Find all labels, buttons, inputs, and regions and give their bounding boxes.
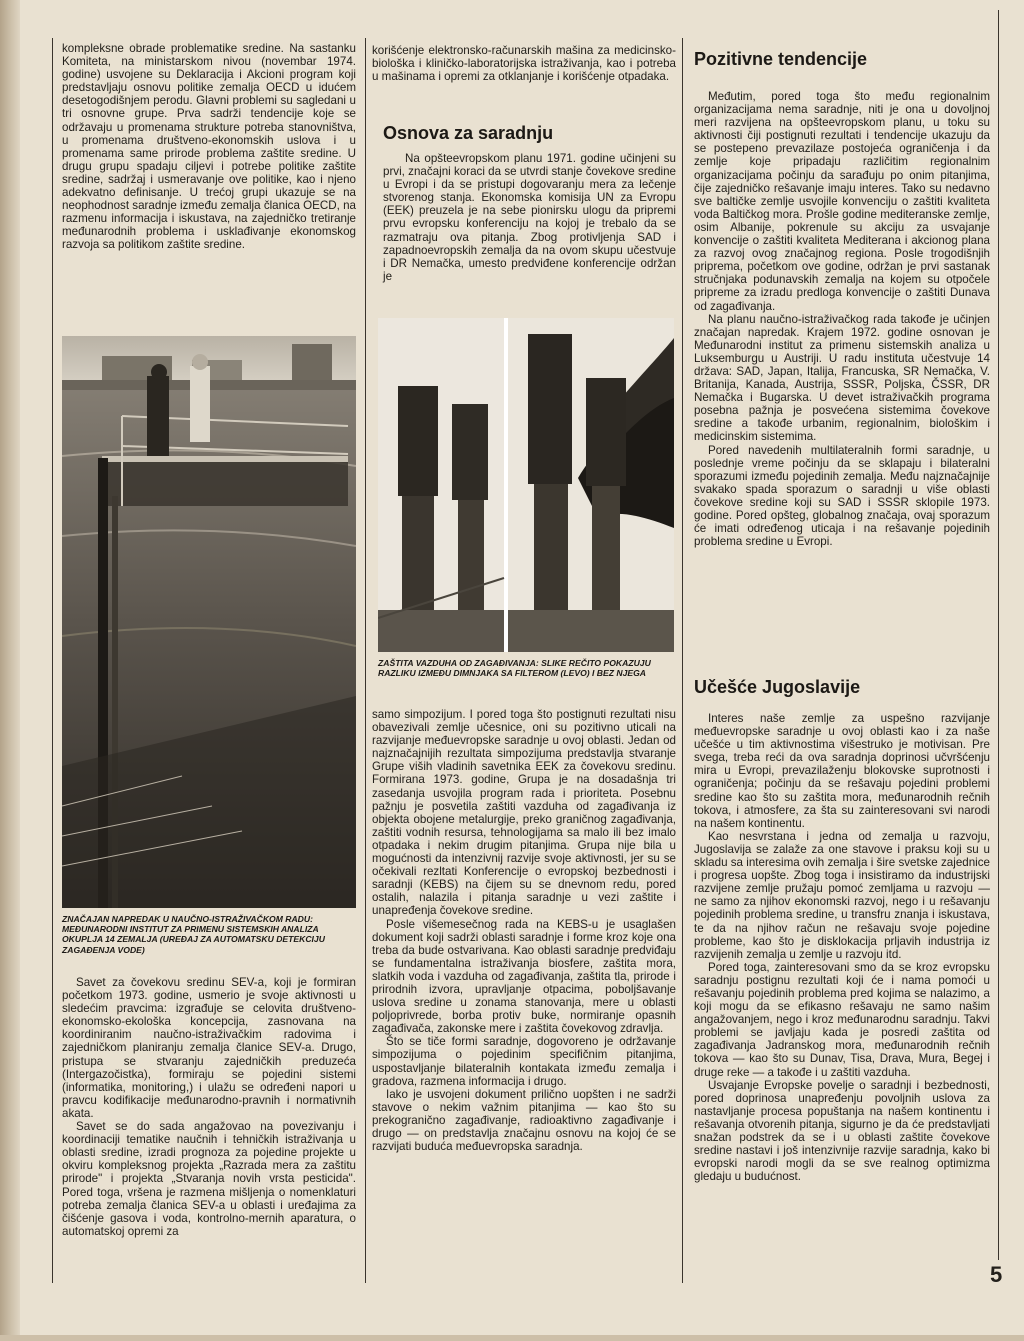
column-2-top xyxy=(372,44,676,83)
page-fold-shadow xyxy=(0,0,20,1341)
paragraph-ucesce-2: Kao nesvrstana i jedna od zemalja u razvoju, Jugoslavija se zalaže za one stavove i praksu koji su u skladu sa interesima ovih zemalja i šire svetske zajednice i progresa uopšte. Zbog toga i insistiramo da industrijski razvijene zemlje pružaju pomoć zemljama u razvoju — ne samo za njihov ekonomski razvoj, nego i u rešavanju pojedinih problema sredine, u transfru znanja i iskustava, te da na njihov račun ne rešavaju svoje pojedine probleme, kao što je disklokacija prljavih industrija iz razvijenih zemalja u zemlje u razvoju itd. xyxy=(694,829,990,961)
paragraph-ucesce-4: Usvajanje Evropske povelje o saradnji i bezbednosti, pored doprinosa unapređenju povoljnih uslova za nastavljanje procesa popuštanja na našem kontinentu i rešavanja otvorenih pitanja, sigurno je da će predstavljati snažan podstrek da se i u oblasti zaštite čovekove sredine nastavi i još intenzivnije razvije saradnja, kako bi evropski narodi mogli da se sve realnog optimizma gledaju u budućnost. xyxy=(694,1078,990,1184)
paragraph-pozitivne-2: Na planu naučno-istraživačkog rada takođe je učinjen značajan napredak. Krajem 1972. godine osnovan je Međunarodni institut za primenu sistemskih analiza u Luksemburgu u Austriji. U radu instituta učestvuje 14 država: SAD, Japan, Italija, Francuska, SR Nemačka, V. Britanija, Kanada, Austrija, SSSR, Poljska, ČSSR, DR Nemačka i Bugarska. U devet istraživačkih programa posebna pažnja je posvećena sistemima čovekove sredine a takođe urbanim, regionalnim, biološkim i medicinskim sistemima. xyxy=(694,312,990,444)
paragraph-simpozijum: samo simpozijum. I pored toga što postignuti rezultati nisu obavezivali zemlje učesnice, oni su pozitivno uticali na razvijanje međuevropske saradnje u ovoj oblasti. Jedan od najznačajnijih rezultata simpozijuma predstavlja stvaranje Grupe viših vladinih savetnika EEK za čovekovu sredinu. Formirana 1973. godine, Grupa je na dosadašnja tri zasedanja usvojila program rada i prioriteta. Posebnu pažnju je posvetila zaštiti vazduha od zagađivanja iz objekta obojene metalurgije, preko graničnog zagađivanja, zaštiti vodnih resursa, tehnologijama sa malo ili bez imalo otpadaka i nekim drugim pitanjima. Grupa nije bila u mogućnosti da intenzivnij razvije svoje aktivnosti, jer su se očekivali rezltati Konferencije o evropskoj bezbednosti i saradnji (KEBS) na čijem su se dnevnom redu, pored ostalih, nalazila i pitanja saradnje u vezi zaštite i unapređenja čovekove sredine. xyxy=(372,708,676,918)
column-rule-left xyxy=(52,38,53,1283)
column-1-top xyxy=(62,42,356,252)
page-number: 5 xyxy=(990,1262,1003,1287)
heading-osnova-za-saradnju: Osnova za saradnju xyxy=(383,123,554,143)
paragraph-dokument: Iako je usvojeni dokument prilično uopšten i ne sadrži stavove o nekim važnim pitanjima — kao što su prekogranično zagađivanje, radioaktivno zagađivanje i drugo — on predstavlja značajnu osnovu na kojoj će se razvijati buduća međuevropska saradnja. xyxy=(372,1087,676,1154)
heading-ucesce-jugoslavije: Učešće Jugoslavije xyxy=(694,677,861,697)
photo-chimneys xyxy=(378,318,674,652)
paragraph-ucesce-1: Interes naše zemlje za uspešno razvijanje međuevropske saradnje u ovoj oblasti kao i za naše učešće u tim aktivnostima višestruko je motivisan. Pre svega, treba reći da ova saradnja doprinosi učvršćenju mira u Evropi, prevazilaženju blokovske suprotnosti i ograničenja; počinju da se rešavaju pojedini problemi sredine kao što su zaštita mora, međunarodnih rečnih tokova, i atmosfere, za šta su zainteresovani svi narodi na našem kontinentu. xyxy=(694,712,990,830)
article-text-col2-top: korišćenje elektronsko-računarskih mašina za medicinsko-biološka i kliničko-laboratorijska istraživanja, kao i potreba u mašinama i opremi za otklanjanje i korišćenje otpadaka. xyxy=(372,44,676,84)
paragraph-kebs: Posle višemesečnog rada na KEBS-u je usaglašen dokument koji sadrži oblasti saradnje i forme kroz koje ona treba da bude ostvarivana. Kao oblasti saradnje predviđaju se fundamentalna istraživanja biosfere, zaštita mora, slatkih voda i vazduha od zagađivanja, zaštita tla, prirode i prirodnih izvora, upravljanje otpacima, poboljšavanje uslova sredine u zonama stanovanja, mere u oblasti poljoprivrede, borba protiv buke, normiranje opasnih zagađivača, zakonske mere i zaštita čovekovog zdravlja. xyxy=(372,917,676,1036)
section-osnova xyxy=(383,122,676,283)
column-rule-outer xyxy=(998,10,999,1260)
photo-1-caption: ZNAČAJAN NAPREDAK U NAUČNO-ISTRAŽIVAČKOM RADU: MEĐUNARODNI INSTITUT ZA PRIMENU SISTEMSKIH ANALIZA OKUPLJA 14 ZEMALJA (UREĐAJ ZA AUTOMATSKU DETEKCIJU ZAGAĐENJA VODE) xyxy=(62,914,325,955)
paragraph-sev-2: Savet se do sada angažovao na povezivanju i koordinaciji tematike naučnih i tehničkih istraživanja u oblasti sredine, izradi prognoza za pojedine projekte u okviru kompleksnog projekta „Razrada mera za zaštitu prirode" i projekta „Stvaranja novih vrsta pesticida". Pored toga, vršena je razmena mišljenja o nomenklaturi potreba zemalja članica SEV-a u oblasti i uređajima za čišćenje gasova i voda, kontrolno-mernih aparatura, o automatskoj opremi za xyxy=(62,1120,356,1238)
section-pozitivne xyxy=(694,48,990,548)
section-ucesce xyxy=(694,676,990,1183)
column-2-bottom xyxy=(372,708,676,1153)
page-bottom-edge xyxy=(0,1335,1024,1341)
paragraph-pozitivne-3: Pored navedenih multilateralnih formi saradnje, u poslednje vreme počinju da se sklapaju i bilateralni sporazumi između pojedinih zemalja. Među najznačajnije svakako spada sporazum o saradnji u više oblasti čovekove sredine koji su SAD i SSSR sklopile 1973. godine. Pored opšteg, globalnog značaja, ovaj sporazum će imati određenog uticaja i na rešavanje pojedinih problema sredine u Evropi. xyxy=(694,443,990,549)
paragraph-pozitivne-1: Međutim, pored toga što među regionalnim organizacijama nema saradnje, niti je ona u dovoljnoj meri razvijena na opšteevropskom planu, u toku su aktivnosti čiji postignuti rezultati i tendencije ukazuju da se postepeno prevazilaze postojeća ograničenja i da zemlje koje pripadaju različitim regionalnim organizacijama počinju da sarađuju po onim pitanjima, čije zajedničko rešavanje imaju interes. Tako su nedavno sve baltičke zemlje usvojile konvenciju o zaštiti kvaliteta voda Baltičkog mora. Prošle godine mediteranske zemlje, osim Albanije, pokrenule su akciju za usvajanje konvencije o zaštiti kvaliteta Mediterana i akcionog plana za razvoj ovog značajnog regiona. Posle trogodišnjih priprema, početkom ove godine, održan je prvi sastanak stručnjaka podunavskih zemalja na kojem su otpočele pripreme za izradu predloga konvencije o zaštiti Dunava od zagađivanja. xyxy=(694,90,990,313)
paragraph-forme-saradnje: Što se tiče formi saradnje, dogovoreno je održavanje simpozijuma o pojedinim specifičnim pitanjima, uspostavljanje bilateralnih kontakata između zemalja i gradova, razmena informacija i drugo. xyxy=(372,1035,676,1088)
paragraph-sev-1: Savet za čovekovu sredinu SEV-a, koji je formiran početkom 1973. godine, usmerio je svoje aktivnosti u sledećim pravcima: izgrađuje se celovita društveno-ekonomsko-ekološka koncepcija, zasnovana na koordiniranim naučno-istraživačkim radovima i zajedničkom planiranju zemalja članice SEV-a. Drugo, pristupa se stvaranju zajedničkih preduzeća (Intergazočistka), formiraju se pojedini sistemi (informatika, monitoring,) i ulažu se određeni napori u pravcu kodifikacije međunarodno-pravnih i normativnih akata. xyxy=(62,976,356,1120)
photo-1-caption-block xyxy=(62,914,356,955)
column-1-bottom xyxy=(62,976,356,1238)
article-text-col1-top: kompleksne obrade problematike sredine. Na sastanku Komiteta, na ministarskom nivou (novembar 1974. godine) usvojene su Deklaracija i Akcioni program koji predstavljaju osnovu politike zemalja OECD u idućem desetogodišnjem perodu. Glavni problemi su sagledani u tri osnovne grupe. Prva sadrži tendencije koje se održavaju u promenama strukture potreba stanovništva, u promenama društveno-ekonomskih uslova i u promenama same prirode problema zaštite sredine. U drugu grupu spadaju ciljevi i potrebe politike zaštite sredine, sadržaj i usmeravanje ove politike, kao i njeno adekvatno definisanje. U trećoj grupi ukazuje se na neophodnost saradnje između zemalja članica OECD, na razmenu informacija i iskustava, na zajedničko tretiranje međunarodnih problema i usklađivanje ekonomskog razvoja sa politikom zaštite sredine. xyxy=(62,42,356,252)
paragraph-ucesce-3: Pored toga, zainteresovani smo da se kroz evropsku saradnju postignu rezultati koji će i nama pomoći u rešavanju pojedinih problema pred kojima se nalazimo, a koji mogu da se efikasno rešavaju ne samo našim angažovanjem, nego i kroz međunarodnu saradnju. Takvi problemi se javljaju kada je posredi zaštita od zagađivanja Jadranskog mora, međunarodnih rečnih tokova — kao što su Dunav, Tisa, Drava, Mura, Begej i druge reke — a takođe i u zaštiti vazduha. xyxy=(694,960,990,1079)
photo-2-caption-block xyxy=(378,658,672,678)
column-rule-right xyxy=(682,38,683,1283)
photo-2-caption: ZAŠTITA VAZDUHA OD ZAGAĐIVANJA: SLIKE REČITO POKAZUJU RAZLIKU IZMEĐU DIMNJAKA SA FILTEROM (LEVO) I BEZ NJEGA xyxy=(378,658,651,679)
heading-pozitivne-tendencije: Pozitivne tendencije xyxy=(694,49,868,69)
paragraph-osnova: Na opšteevropskom planu 1971. godine učinjeni su prvi, značajni koraci da se utvrdi stanje čovekove sredine u Evropi i da se pristupi dogovaranju mera za lečenje stvorenog stanja. Ekonomska komisija UN za Evropu (EEK) preuzela je na sebe pionirsku ulogu da pripremi prvu evropsku konferenciju na kojoj je trebalo da se razmatraju ova pitanja. Zbog protivljenja SAD i zapadnoevropskih zemalja da na ovom skupu učestvuje i DR Nemačka, umesto predviđene konferencije održan je xyxy=(383,152,676,283)
column-rule-middle xyxy=(365,38,366,1283)
photo-water-detection-device xyxy=(62,336,356,908)
